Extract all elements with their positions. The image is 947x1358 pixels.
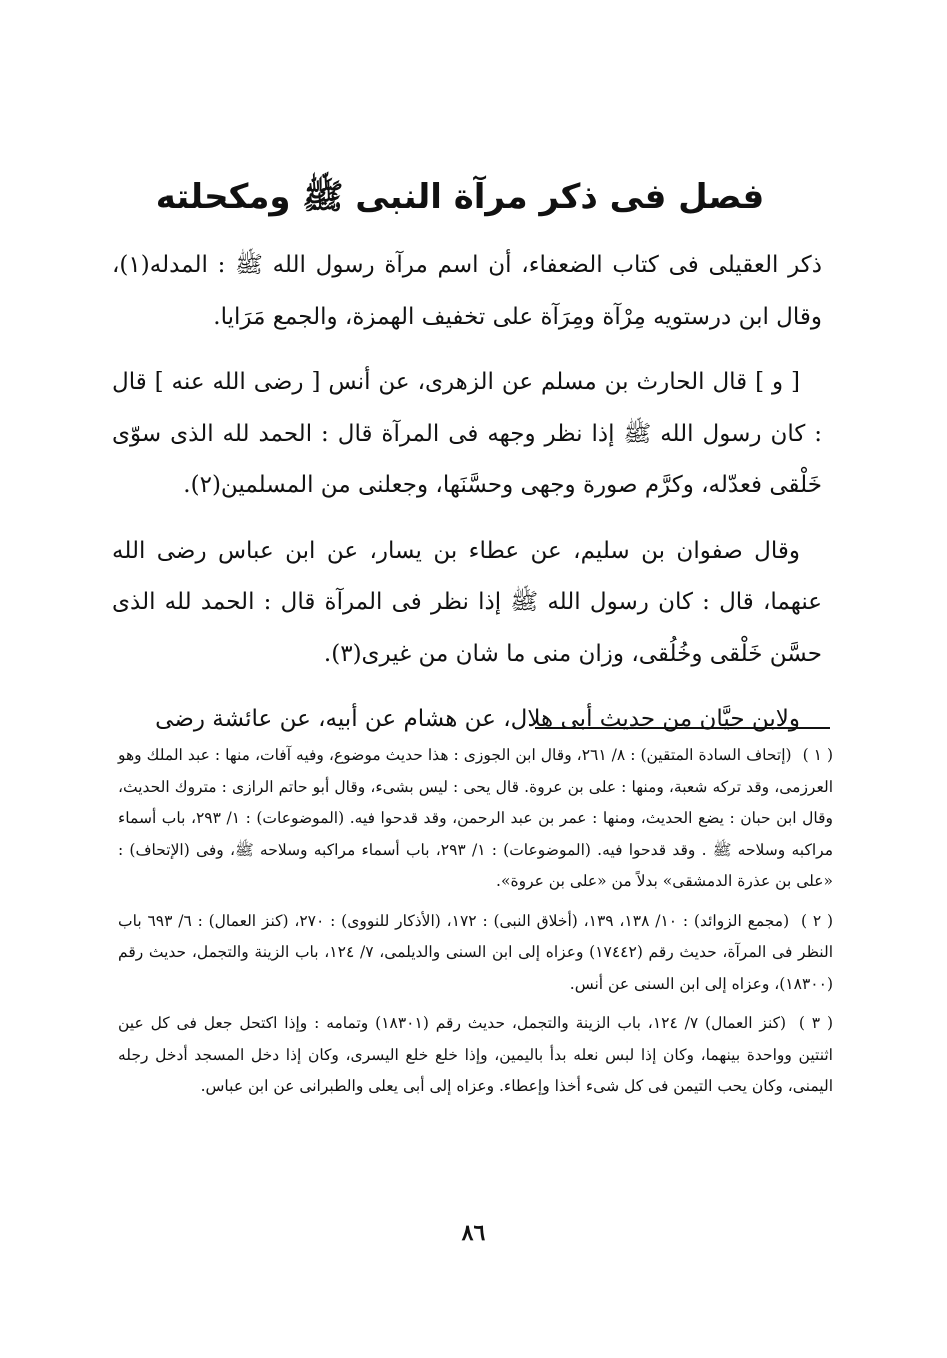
footnote-number: ( ١ )	[802, 746, 834, 764]
page-number: ٨٦	[461, 1220, 486, 1246]
footnote-text: (مجمع الزوائد) : ١٠/ ١٣٨، ١٣٩، (أخلاق النبى) : ١٧٢، (الأذكار للنووى) : ٢٧٠، (كنز العمال) : ٦/ ٦٩٣ باب النظر فى المرآة، حديث رقم (١٧٤٤٢) وعزاه إلى ابن السنى والديلمى، ٧/ ١٢٤، باب الزينة والتجمل، حديث رقم (١٨٣٠٠)، وعزاه إلى ابن السنى عن أنس.	[118, 911, 834, 993]
paragraph: وقال صفوان بن سليم، عن عطاء بن يسار، عن ابن عباس رضى الله عنهما، قال : كان رسول الله ﷺ إذا نظر فى المرآة قال : الحمد لله الذى حسَّن خَلْقى وخُلُقى، وزان منى ما شان من غيرى(٣).	[112, 537, 822, 667]
footnote	[118, 906, 833, 1001]
chapter-title: فصل فى ذكر مرآة النبى ﷺ ومكحلته	[155, 177, 765, 217]
footnote	[118, 740, 833, 898]
footnote	[118, 1008, 833, 1103]
paragraph: [ و ] قال الحارث بن مسلم عن الزهرى، عن أنس [ رضى الله عنه ] قال : كان رسول الله ﷺ إذا نظر وجهه فى المرآة قال : الحمد لله الذى سوّى خَلْقى فعدّله، وكرَّم صورة وجهى وحسَّنَها، وجعلنى من المسلمين(٢).	[112, 369, 822, 498]
footnote-separator	[535, 727, 830, 729]
paragraph: ولابن حيَّان من حديث أبى هلال، عن هشام عن أبيه، عن عائشة رضى	[155, 706, 800, 732]
footnotes	[118, 740, 833, 1111]
footnote-number: ( ٢ )	[800, 911, 834, 930]
paragraph: ذكر العقيلى فى كتاب الضعفاء، أن اسم مرآة رسول الله ﷺ : المدله(١)، وقال ابن درستويه مِرْآة ومِرَآة على تخفيف الهمزة، والجمع مَرَايا.	[112, 252, 822, 330]
footnote-text: (كنز العمال) ٧/ ١٢٤، باب الزينة والتجمل، حديث رقم (١٨٣٠١) وتمامه : وإذا اكتحل جعل فى كل عين اثنتين وواحدة بينهما، وكان إذا لبس نعله بدأ باليمين، وإذا خلع خلع اليسرى، وكان إذا دخل المسجد أدخل رجله اليمنى، وكان يحب التيمن فى كل شىء أخذا وإعطاء. وعزاه إلى أبى يعلى والطبرانى عن ابن عباس.	[118, 1014, 833, 1095]
footnote-text: (إتحاف السادة المتقين) : ٨/ ٢٦١، وقال ابن الجوزى : هذا حديث موضوع، وفيه آفات، منها : عبد الملك وهو العرزمى، وقد تركه شعبة، ومنها : على بن عروة. قال يحى : ليس بشىء، وقال أبو حاتم الرازى : متروك الحديث، وقال ابن حبان : يضع الحديث، ومنها : عمر بن عبد الرحمن، وقد قدحوا فيه. (الموضوعات) : ١/ ٢٩٣، باب أسماء مراكبه وسلاحه ﷺ . وقد قدحوا فيه. (الموضوعات) : ١/ ٢٩٣، باب أسماء مراكبه وسلاحه ﷺ، وفى (الإتحاف) : «على بن عذرة الدمشقى» بدلاً من «على بن عروة».	[118, 746, 833, 890]
footnote-number: ( ٣ )	[798, 1014, 833, 1032]
main-text	[112, 240, 822, 760]
